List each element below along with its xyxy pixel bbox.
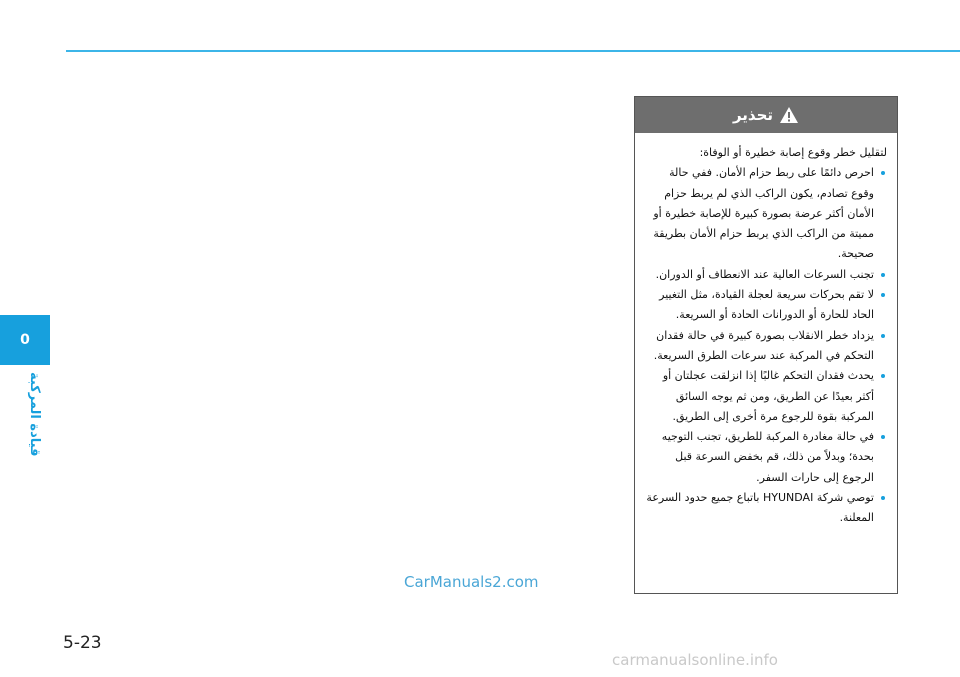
list-item: يزداد خطر الانقلاب بصورة كبيرة في حالة فقدان التحكم في المركبة عند سرعات الطرق السريعة. [645,326,887,367]
warning-body [635,133,897,535]
list-item: في حالة مغادرة المركبة للطريق، تجنب التوجيه بحدة؛ وبدلاً من ذلك، قم بخفض السرعة قبل الرجوع إلى حارات السفر. [645,427,887,488]
site-watermark: CarManuals2.com [404,573,539,591]
list-item: لا تقم بحركات سريعة لعجلة القيادة، مثل التغيير الحاد للحارة أو الدورانات الحادة أو السريعة. [645,285,887,326]
page-number: 5-23 [63,633,102,653]
list-item: يحدث فقدان التحكم غالبًا إذا انزلقت عجلتان أو أكثر بعيدًا عن الطريق، ومن ثم يوجه السائق المركبة بقوة للرجوع مرة أخرى إلى الطريق. [645,366,887,427]
chapter-number: 0 [20,332,30,348]
list-item: تجنب السرعات العالية عند الانعطاف أو الدوران. [645,265,887,285]
top-divider [66,50,960,52]
warning-header [635,97,897,133]
footer-watermark: carmanualsonline.info [612,651,778,669]
warning-triangle-icon [779,106,799,124]
warning-box [634,96,898,594]
warning-title: تحذير [732,106,774,124]
warning-intro: لتقليل خطر وقوع إصابة خطيرة أو الوفاة: [699,146,887,159]
list-item: توصي شركة HYUNDAI باتباع جميع حدود السرعة المعلنة. [645,488,887,529]
list-item: احرص دائمًا على ربط حزام الأمان. ففي حالة وقوع تصادم، يكون الراكب الذي لم يربط حزام الأمان أكثر عرضة بصورة كبيرة للإصابة خطيرة أو مميتة من الراكب الذي يربط حزام الأمان بطريقة صحيحة. [645,163,887,264]
chapter-title: قيادة المركبة [27,372,42,457]
chapter-tab [0,315,50,365]
warning-list [645,163,887,528]
